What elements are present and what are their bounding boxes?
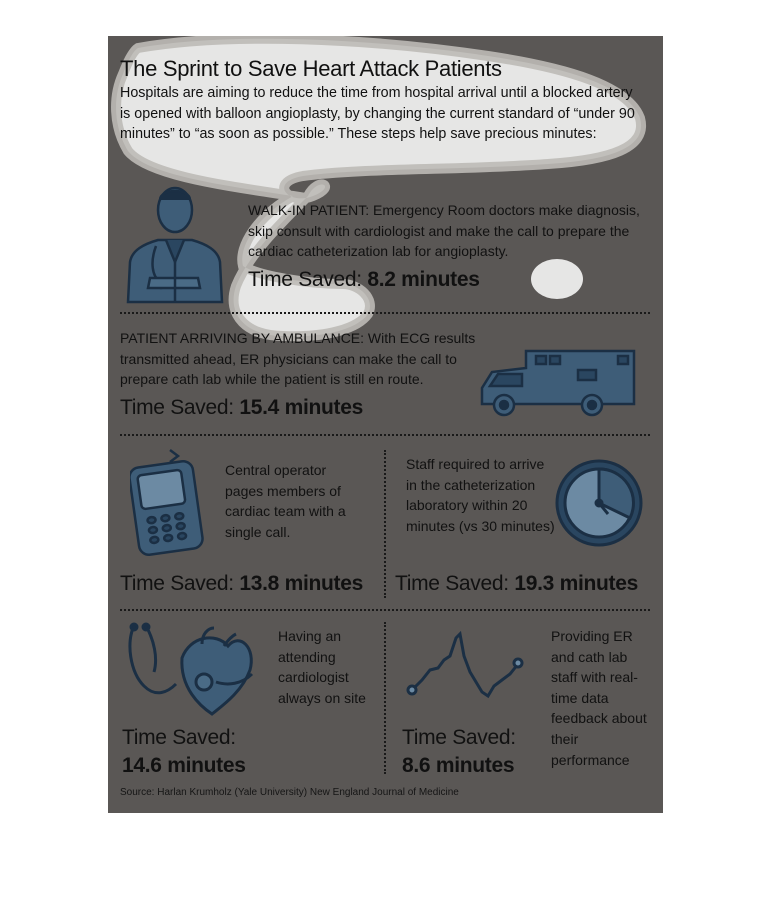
- central-operator-text: Central operator pages members of cardiac team with a single call.: [225, 462, 346, 540]
- saved-value: 19.3 minutes: [514, 572, 638, 595]
- saved-label: Time Saved:: [248, 268, 362, 291]
- saved-label: Time Saved:: [120, 396, 234, 419]
- clock-icon: [554, 458, 644, 548]
- page-title: The Sprint to Save Heart Attack Patients: [120, 56, 502, 81]
- divider: [120, 609, 650, 611]
- feedback-text: Providing ER and cath lab staff with real-time data feedback about their performance: [551, 628, 647, 768]
- saved-label: Time Saved:: [402, 726, 516, 749]
- cardiologist-time-saved: [122, 724, 282, 780]
- feedback-time-saved: [402, 724, 552, 780]
- saved-label: Time Saved:: [395, 572, 509, 595]
- central-operator-time-saved: [120, 572, 363, 596]
- saved-label: Time Saved:: [122, 726, 236, 749]
- saved-value: 14.6 minutes: [122, 754, 246, 777]
- divider: [120, 312, 650, 314]
- divider-vertical: [384, 622, 386, 774]
- walk-in-text: WALK-IN PATIENT: Emergency Room doctors make diagnosis, skip consult with cardiologist and make the call to prepare the cardiac catheterization lab for angioplasty.: [248, 202, 640, 260]
- staff-required-time-saved: [395, 572, 638, 596]
- saved-label: Time Saved:: [120, 572, 234, 595]
- ambulance-time-saved: [120, 396, 363, 420]
- ambulance-text: PATIENT ARRIVING BY AMBULANCE: With ECG results transmitted ahead, ER physicians can make the call to prepare cath lab while the patient is still en route.: [120, 330, 476, 388]
- divider: [120, 434, 650, 436]
- infographic-poster: [108, 36, 663, 813]
- divider-vertical: [384, 450, 386, 598]
- saved-value: 15.4 minutes: [239, 396, 363, 419]
- stethoscope-heart-icon: [124, 622, 256, 718]
- saved-value: 8.2 minutes: [367, 268, 480, 291]
- source-credit: Source: Harlan Krumholz (Yale University) New England Journal of Medicine: [120, 787, 459, 798]
- cardiologist-text: Having an attending cardiologist always on site: [278, 628, 366, 706]
- ambulance-icon: [478, 348, 640, 418]
- line-graph-icon: [404, 626, 530, 706]
- highlight-blob: [531, 259, 583, 299]
- doctor-icon: [126, 182, 224, 304]
- saved-value: 13.8 minutes: [239, 572, 363, 595]
- walk-in-time-saved: [248, 268, 480, 292]
- intro-paragraph: Hospitals are aiming to reduce the time from hospital arrival until a blocked artery is opened with balloon angioplasty, by changing the current standard of “under 90 minutes” to “as soon as possible.” These steps help save precious minutes:: [120, 85, 635, 142]
- pager-icon: [130, 448, 206, 556]
- saved-value: 8.6 minutes: [402, 754, 515, 777]
- staff-required-text: Staff required to arrive in the catheterization laboratory within 20 minutes (vs 30 minutes): [406, 456, 555, 534]
